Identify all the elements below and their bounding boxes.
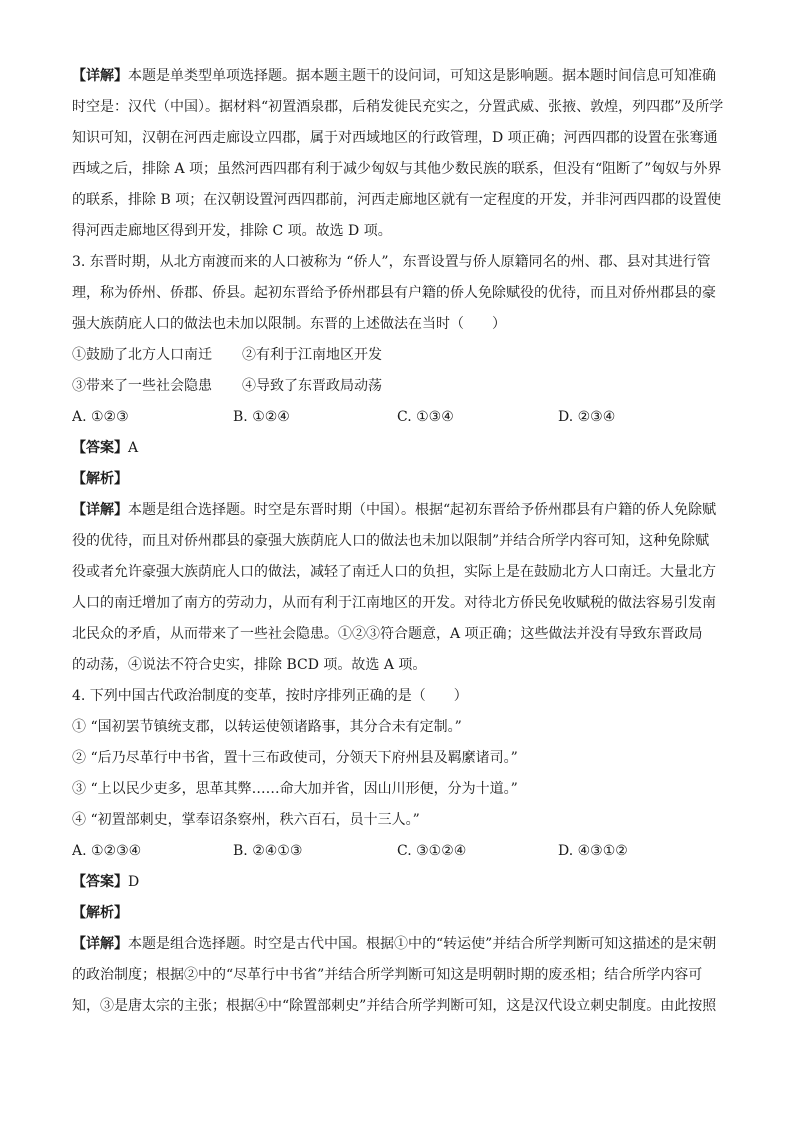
q3-option-b: B. ①②④ — [233, 409, 290, 425]
q2-detail-line-2: 时空是：汉代（中国）。据材料“初置酒泉郡，后稍发徙民充实之，分置武威、张掖、敦煌，列四郡”及所学 — [72, 99, 724, 115]
q3-item-2: ②有利于江南地区开发 — [242, 347, 382, 363]
q4-item-2: ② “后乃尽革行中书省，置十三布政使司，分领天下府州县及羁縻诸司。” — [72, 750, 518, 766]
q3-item-3: ③带来了一些社会隐患 — [72, 378, 212, 394]
q4-option-c: C. ③①②④ — [397, 843, 467, 859]
q4-detail-line-3: 知，③是唐太宗的主张；根据④中“除置部刺史”并结合所学判断可知，这是汉代设立刺史制度。由此按照 — [72, 998, 717, 1014]
q3-items-row-1 — [72, 343, 732, 367]
q4-detail-line-2: 的政治制度；根据②中的“尽革行中书省”并结合所学判断可知这是明朝时期的废丞相；结合所学内容可 — [72, 967, 703, 983]
detail-tag: 【详解】 — [72, 68, 128, 84]
q3-detail-line-4: 人口的南迁增加了南方的劳动力，从而有利于江南地区的开发。对待北方侨民免收赋税的做法容易引发南 — [72, 595, 716, 611]
q3-item-4: ④导致了东晋政局动荡 — [242, 378, 382, 394]
q4-stem: 4. 下列中国古代政治制度的变革，按时序排列正确的是（ ） — [72, 688, 468, 704]
q2-detail-line-3: 知识可知，汉朝在河西走廊设立四郡，属于对西域地区的行政管理，D 项正确；河西四郡的设置在张骞通 — [72, 130, 718, 146]
q3-detail-line-1: 【详解】本题是组合选择题。时空是东晋时期（中国）。根据“起初东晋给予侨州郡县有户籍的侨人免除赋 — [72, 502, 717, 518]
q3-stem-line-3: 强大族荫庇人口的做法也未加以限制。东晋的上述做法在当时（ ） — [72, 316, 506, 332]
q4-item-1: ① “国初罢节镇统支郡，以转运使领诸路事，其分合未有定制。” — [72, 719, 462, 735]
q3-stem-line-1: 3. 东晋时期，从北方南渡而来的人口被称为 “侨人”，东晋设置与侨人原籍同名的州、郡、县对其进行管 — [72, 254, 711, 270]
q4-answer — [72, 870, 732, 894]
detail-tag: 【详解】 — [72, 936, 128, 952]
q4-option-d: D. ④③①② — [558, 843, 628, 859]
q3-items-row-2 — [72, 374, 732, 398]
q2-detail-line-1: 【详解】本题是单类型单项选择题。据本题主题干的设问词，可知这是影响题。据本题时间信息可知准确 — [72, 68, 716, 84]
q4-item-4: ④ “初置部刺史，掌奉诏条察州，秩六百石，员十三人。” — [72, 812, 420, 828]
q3-option-a: A. ①②③ — [72, 409, 129, 425]
q3-answer — [72, 436, 732, 460]
q3-options-row — [72, 405, 732, 429]
q3-detail-line-5: 北民众的矛盾，从而带来了一些社会隐患。①②③符合题意，A 项正确；这些做法并没有导致东晋政局 — [72, 626, 703, 642]
q3-detail-line-6: 的动荡，④说法不符合史实，排除 BCD 项。故选 A 项。 — [72, 657, 427, 673]
q4-item-3: ③ “上以民少吏多，思革其弊……命大加并省，因山川形便，分为十道。” — [72, 781, 518, 797]
q4-detail-line-1: 【详解】本题是组合选择题。时空是古代中国。根据①中的“转运使”并结合所学判断可知这描述的是宋朝 — [72, 936, 717, 952]
q3-item-1: ①鼓励了北方人口南迁 — [72, 347, 212, 363]
q3-detail-line-3: 役或者允许豪强大族荫庇人口的做法，减轻了南迁人口的负担，实际上是在鼓励北方人口南迁。大量北方 — [72, 564, 716, 580]
q3-option-c: C. ①③④ — [397, 409, 454, 425]
q3-option-d: D. ②③④ — [558, 409, 616, 425]
q4-answer-value: D — [128, 874, 140, 890]
q2-detail-line-5: 的联系，排除 B 项；在汉朝设置河西四郡前，河西走廊地区就有一定程度的开发，并非河西四郡的设置使 — [72, 192, 722, 208]
answer-tag: 【答案】 — [72, 874, 128, 890]
q4-option-b: B. ②④①③ — [233, 843, 303, 859]
q4-analysis-tag: 【解析】 — [72, 905, 128, 921]
q3-stem-line-2: 理，称为侨州、侨郡、侨县。起初东晋给予侨州郡县有户籍的侨人免除赋役的优待，而且对侨州郡县的豪 — [72, 285, 716, 301]
q3-analysis-tag: 【解析】 — [72, 471, 128, 487]
q2-detail-line-6: 得河西走廊地区得到开发，排除 C 项。故选 D 项。 — [72, 223, 392, 239]
q4-options-row — [72, 839, 732, 863]
detail-tag: 【详解】 — [72, 502, 128, 518]
q3-detail-line-2: 役的优待，而且对侨州郡县的豪强大族荫庇人口的做法也未加以限制”并结合所学内容可知，这种免除赋 — [72, 533, 710, 549]
answer-tag: 【答案】 — [72, 440, 128, 456]
q2-detail-line-4: 西域之后，排除 A 项；虽然河西四郡有利于减少匈奴与其他少数民族的联系，但没有“阻断了”匈奴与外界 — [72, 161, 722, 177]
q3-answer-value: A — [128, 440, 139, 456]
q4-option-a: A. ①②③④ — [72, 843, 142, 859]
